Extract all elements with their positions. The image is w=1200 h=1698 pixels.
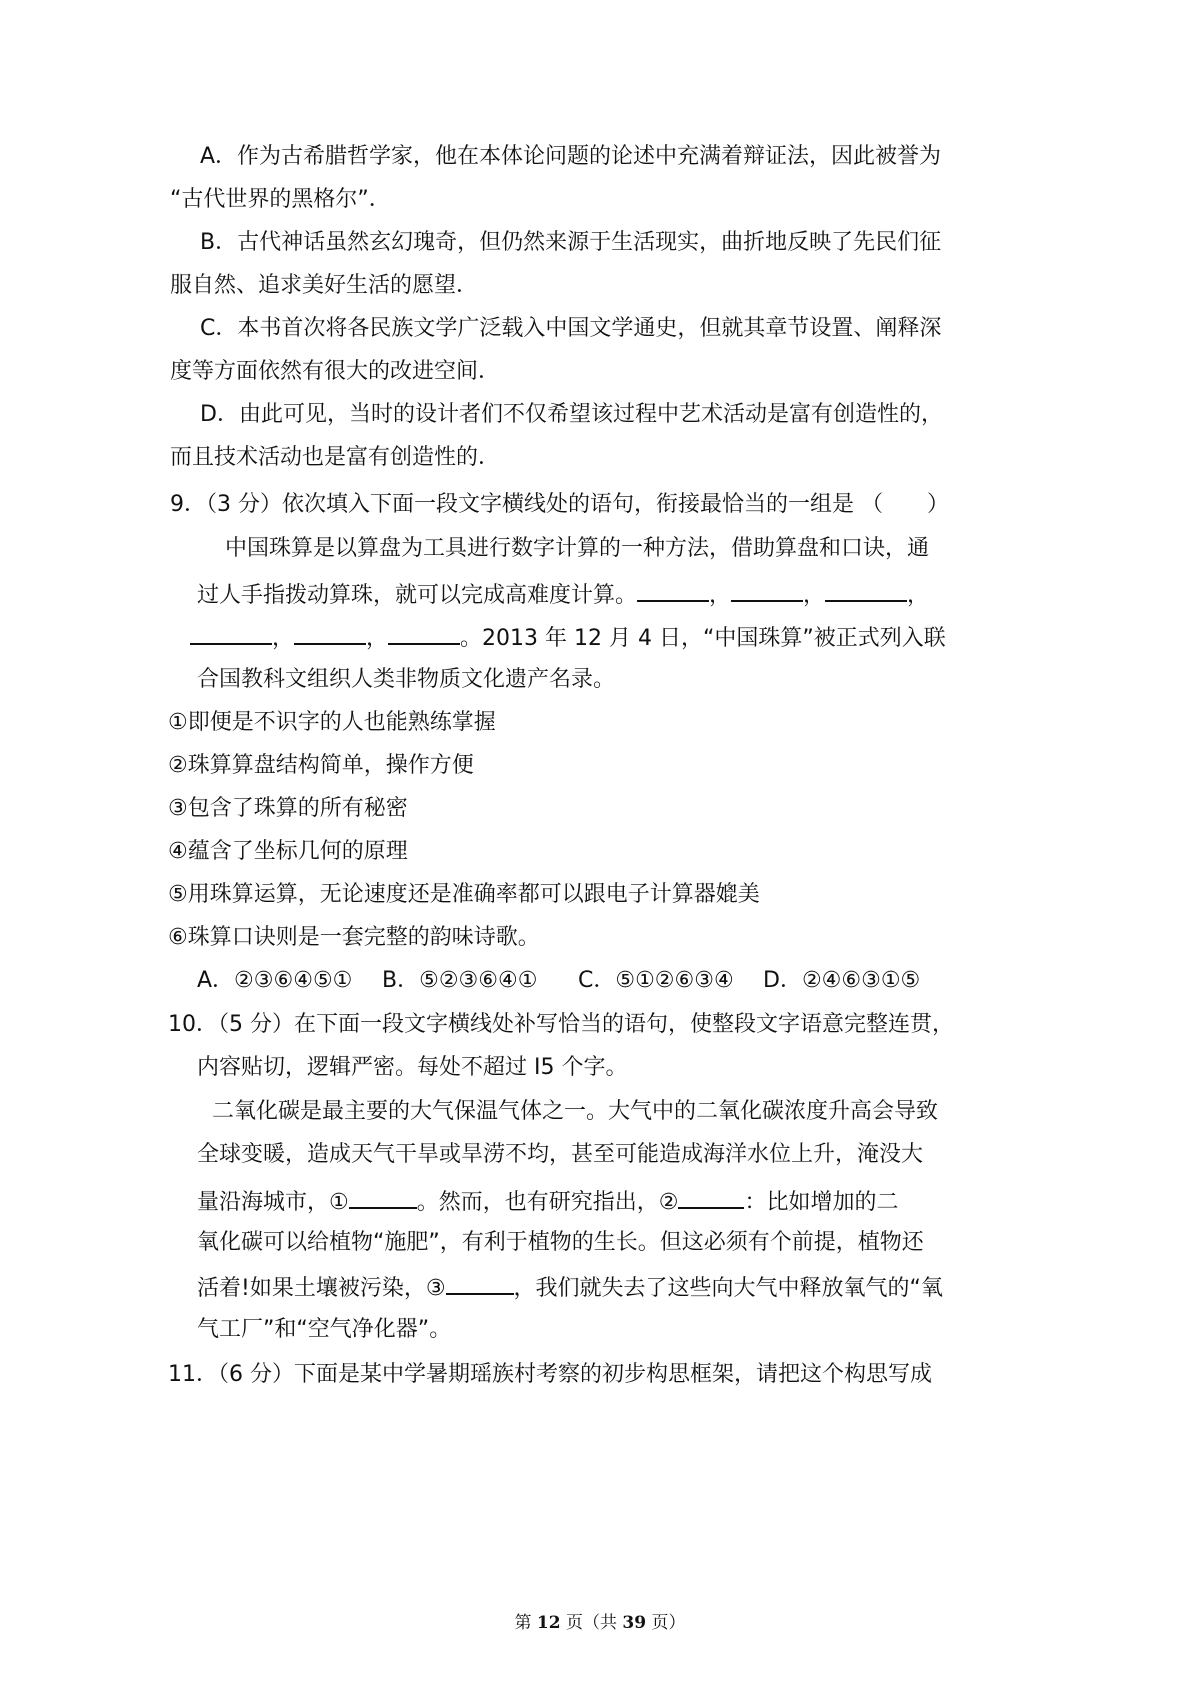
q9-choice-d: D．②④⑥③①⑤ bbox=[763, 968, 921, 993]
q10-passage-line3 bbox=[197, 1185, 898, 1218]
q9-choice-c: C．⑤①②⑥③④ bbox=[578, 968, 734, 993]
q9-item-4: ④蕴含了坐标几何的原理 bbox=[168, 839, 408, 864]
q10-blank-1 bbox=[349, 1185, 417, 1209]
option-d-line2: 而且技术活动也是富有创造性的． bbox=[170, 445, 501, 470]
q9-separator: ， bbox=[366, 626, 389, 651]
option-c-line2: 度等方面依然有很大的改进空间． bbox=[170, 359, 501, 384]
q9-blank-4 bbox=[190, 621, 272, 645]
q10-passage-line5-b: ，我们就失去了这些向大气中释放氧气的“氧 bbox=[513, 1276, 943, 1301]
q9-item-3: ③包含了珠算的所有秘密 bbox=[168, 796, 408, 821]
q9-blank-3 bbox=[825, 578, 907, 602]
option-a-line1: A．作为古希腊哲学家，他在本体论问题的论述中充满着辩证法，因此被誉为 bbox=[200, 144, 942, 169]
q9-passage-line2-text: 过人手指拨动算珠，就可以完成高难度计算。 bbox=[197, 583, 638, 608]
q9-passage-line4: 合国教科文组织人类非物质文化遗产名录。 bbox=[197, 667, 616, 692]
q9-passage-line3-text: 。2013 年 12 月 4 日，“中国珠算”被正式列入联 bbox=[460, 626, 946, 651]
q9-passage-line2 bbox=[197, 578, 929, 611]
question-11-stem: 11．（6 分）下面是某中学暑期瑶族村考察的初步构思框架，请把这个构思写成 bbox=[168, 1362, 932, 1387]
q10-blank-3 bbox=[446, 1271, 514, 1295]
q10-passage-line3-c: ：比如增加的二 bbox=[744, 1190, 899, 1215]
q10-passage-line4: 氧化碳可以给植物“施肥”，有利于植物的生长。但这必须有个前提，植物还 bbox=[197, 1230, 924, 1255]
q9-separator: ， bbox=[803, 583, 826, 608]
q10-passage-line5-a: 活着!如果土壤被污染，③ bbox=[197, 1276, 446, 1301]
footer-prefix: 第 bbox=[514, 1613, 537, 1633]
footer-total-pages: 39 bbox=[622, 1613, 647, 1633]
option-a-line2: “古代世界的黑格尔”． bbox=[170, 187, 391, 212]
q9-item-2: ②珠算算盘结构简单，操作方便 bbox=[168, 753, 474, 778]
q10-passage-line6: 气工厂”和“空气净化器”。 bbox=[197, 1317, 452, 1342]
q9-blank-1 bbox=[637, 578, 709, 602]
option-d-line1: D．由此可见，当时的设计者们不仅希望该过程中艺术活动是富有创造性的， bbox=[200, 402, 943, 427]
q9-passage-line1: 中国珠算是以算盘为工具进行数字计算的一种方法，借助算盘和口诀，通 bbox=[225, 536, 930, 561]
q9-blank-6 bbox=[388, 621, 460, 645]
option-b-line1: B．古代神话虽然玄幻瑰奇，但仍然来源于生活现实，曲折地反映了先民们征 bbox=[200, 230, 942, 255]
q9-item-5: ⑤用珠算运算，无论速度还是准确率都可以跟电子计算器媲美 bbox=[168, 882, 760, 907]
option-c-line1: C．本书首次将各民族文学广泛载入中国文学通史，但就其章节设置、阐释深 bbox=[200, 316, 942, 341]
q10-blank-2 bbox=[678, 1185, 744, 1209]
question-10-stem-line2: 内容贴切，逻辑严密。每处不超过 I5 个字。 bbox=[197, 1055, 628, 1080]
q9-blank-2 bbox=[731, 578, 803, 602]
q9-passage-line3 bbox=[190, 621, 946, 654]
page-footer bbox=[0, 1608, 1200, 1633]
q9-choice-a: A．②③⑥④⑤① bbox=[197, 968, 353, 993]
q9-item-6: ⑥珠算口诀则是一套完整的韵味诗歌。 bbox=[168, 925, 540, 950]
q10-passage-line2: 全球变暖，造成天气干旱或旱涝不均，甚至可能造成海洋水位上升，淹没大 bbox=[197, 1142, 924, 1167]
footer-middle: 页（共 bbox=[560, 1613, 623, 1633]
footer-suffix: 页） bbox=[646, 1613, 686, 1633]
q10-passage-line1: 二氧化碳是最主要的大气保温气体之一。大气中的二氧化碳浓度升高会导致 bbox=[212, 1099, 939, 1124]
q9-separator: ， bbox=[709, 583, 732, 608]
q9-blank-5 bbox=[294, 621, 366, 645]
q9-item-1: ①即便是不识字的人也能熟练掌握 bbox=[168, 710, 496, 735]
option-b-line2: 服自然、追求美好生活的愿望． bbox=[170, 273, 479, 298]
q9-choice-b: B．⑤②③⑥④① bbox=[382, 968, 538, 993]
q9-separator: ， bbox=[272, 626, 295, 651]
q10-passage-line3-b: 。然而，也有研究指出，② bbox=[416, 1190, 679, 1215]
q10-passage-line3-a: 量沿海城市，① bbox=[197, 1190, 349, 1215]
question-9-stem: 9．（3 分）依次填入下面一段文字横线处的语句，衔接最恰当的一组是 （ ） bbox=[170, 492, 949, 517]
q10-passage-line5 bbox=[197, 1271, 943, 1304]
question-10-stem-line1: 10．（5 分）在下面一段文字横线处补写恰当的语句，使整段文字语意完整连贯， bbox=[168, 1012, 954, 1037]
q9-separator: ， bbox=[907, 583, 930, 608]
footer-page-number: 12 bbox=[536, 1613, 561, 1633]
